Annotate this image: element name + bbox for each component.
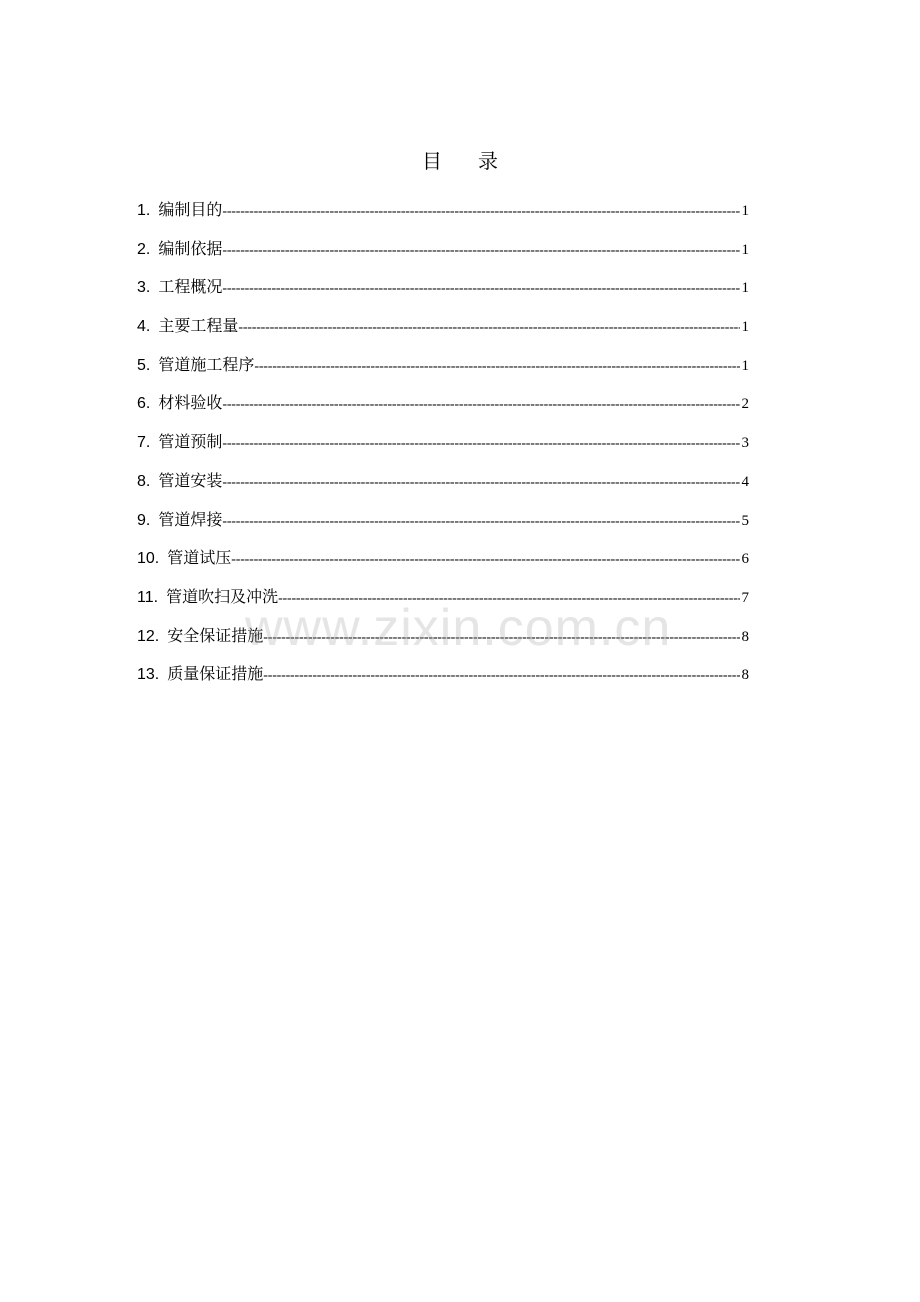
- toc-title-char-2: 录: [478, 149, 498, 173]
- toc-entry-13[interactable]: [137, 660, 749, 699]
- toc-entry-label: 安全保证措施: [167, 625, 264, 645]
- toc-entry-page: 1: [741, 357, 749, 374]
- toc-leader-dashes: [222, 391, 739, 419]
- toc-list: [137, 196, 749, 699]
- toc-entry-label: 管道安装: [158, 470, 223, 490]
- toc-entry-number: 2.: [137, 240, 151, 258]
- toc-entry-label: 编制目的: [158, 200, 223, 219]
- toc-entry-number: 3.: [137, 279, 151, 297]
- toc-entry-4[interactable]: [137, 312, 749, 351]
- toc-leader-dashes: [222, 508, 739, 536]
- toc-entry-9[interactable]: [137, 506, 749, 545]
- toc-entry-12[interactable]: [137, 622, 749, 661]
- toc-entry-page: 5: [741, 512, 749, 529]
- toc-entry-number: 9.: [137, 511, 151, 529]
- toc-entry-label: 工程概况: [158, 277, 223, 297]
- toc-leader-dashes: [278, 585, 739, 613]
- toc-entry-number: 10.: [137, 550, 160, 568]
- toc-entry-11[interactable]: [137, 583, 749, 622]
- toc-title: [0, 146, 920, 176]
- toc-entry-number: 13.: [137, 666, 160, 684]
- toc-entry-number: 4.: [137, 318, 151, 336]
- toc-entry-label: 主要工程量: [158, 316, 239, 336]
- toc-leader-dashes: [222, 198, 739, 226]
- toc-leader-dashes: [222, 275, 739, 303]
- toc-entry-page: 7: [741, 589, 749, 606]
- toc-entry-number: 7.: [137, 434, 151, 452]
- toc-entry-2[interactable]: [137, 235, 749, 274]
- toc-leader-dashes: [263, 662, 739, 690]
- toc-leader-dashes: [254, 353, 739, 381]
- toc-entry-label: 材料验收: [158, 393, 223, 413]
- toc-entry-number: 6.: [137, 395, 151, 413]
- toc-entry-page: 1: [741, 280, 749, 297]
- toc-entry-number: 11.: [137, 588, 159, 606]
- toc-entry-3[interactable]: [137, 273, 749, 312]
- toc-entry-7[interactable]: [137, 428, 749, 467]
- toc-entry-label: 编制依据: [158, 238, 223, 258]
- toc-entry-label: 管道预制: [158, 432, 223, 452]
- toc-entry-number: 12.: [137, 627, 160, 645]
- toc-entry-page: 8: [741, 628, 749, 645]
- toc-leader-dashes: [263, 624, 739, 652]
- toc-leader-dashes: [222, 430, 739, 458]
- toc-entry-label: 管道焊接: [158, 509, 223, 529]
- toc-entry-number: 1.: [137, 202, 151, 219]
- toc-entry-6[interactable]: [137, 389, 749, 428]
- toc-entry-label: 管道试压: [167, 548, 232, 568]
- toc-leader-dashes: [231, 546, 739, 574]
- toc-entry-number: 5.: [137, 356, 151, 374]
- toc-title-char-1: 目: [422, 149, 442, 173]
- toc-entry-page: 4: [741, 473, 749, 490]
- toc-entry-page: 1: [741, 203, 749, 219]
- toc-entry-label: 质量保证措施: [167, 664, 264, 684]
- toc-entry-page: 1: [741, 241, 749, 258]
- watermark-text: www.zixin.com.cn: [245, 599, 672, 657]
- toc-leader-dashes: [238, 314, 739, 342]
- toc-entry-label: 管道施工程序: [158, 354, 255, 374]
- toc-entry-1[interactable]: [137, 196, 749, 235]
- toc-entry-number: 8.: [137, 472, 151, 490]
- toc-entry-page: 3: [741, 435, 749, 452]
- toc-entry-page: 2: [741, 396, 749, 413]
- toc-entry-page: 6: [741, 551, 749, 568]
- toc-entry-8[interactable]: [137, 467, 749, 506]
- toc-entry-label: 管道吹扫及冲洗: [166, 586, 279, 606]
- toc-leader-dashes: [222, 469, 739, 497]
- toc-leader-dashes: [222, 237, 739, 265]
- toc-entry-10[interactable]: [137, 544, 749, 583]
- toc-entry-5[interactable]: [137, 351, 749, 390]
- toc-entry-page: 1: [741, 319, 749, 336]
- toc-entry-page: 8: [741, 667, 749, 684]
